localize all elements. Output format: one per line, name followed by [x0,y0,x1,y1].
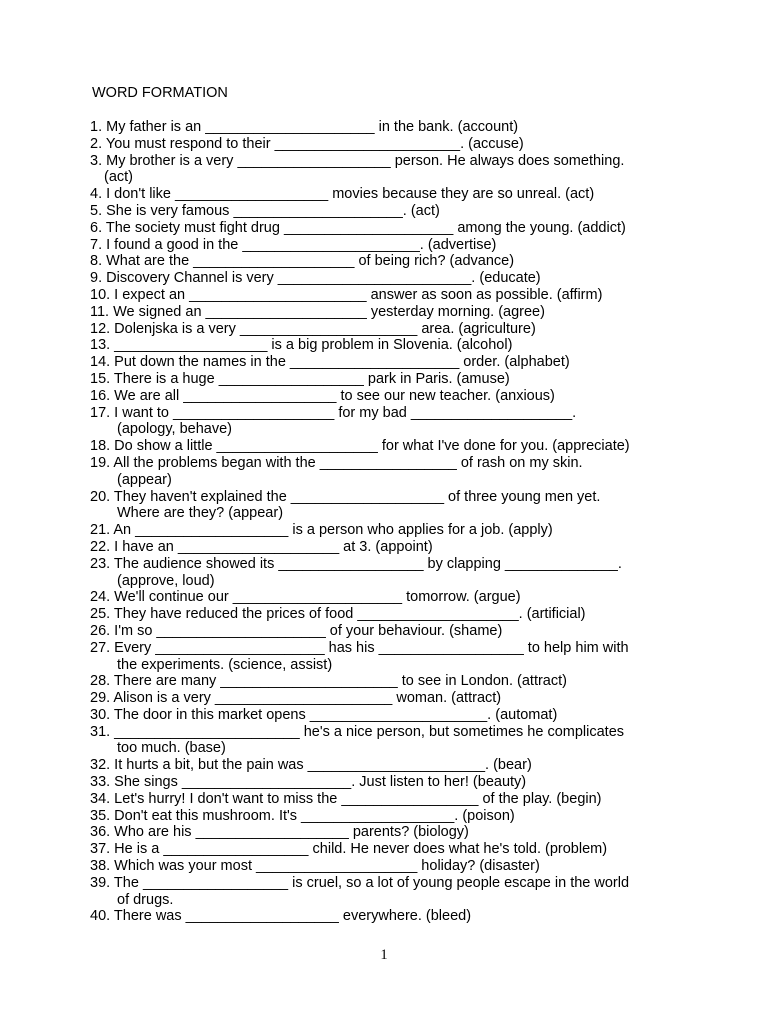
exercise-item [90,321,690,338]
exercise-sentence: 32. It hurts a bit, but the pain was ______________________. (bear) [90,757,532,774]
exercise-sentence: 5. She is very famous _____________________. (act) [90,202,440,219]
exercise-item [90,640,690,674]
exercise-sentence: 10. I expect an ______________________ answer as soon as possible. (affirm) [90,286,603,303]
exercise-item [90,791,690,808]
exercise-sentence: 18. Do show a little ____________________ for what I've done for you. (appreciate) [90,438,630,455]
document-title: WORD FORMATION [92,85,228,101]
exercise-item [90,203,690,220]
exercise-sentence: 3. My brother is a very ___________________ person. He always does something. [90,152,625,169]
exercise-item [90,556,690,590]
exercise-sentence: 26. I'm so _____________________ of your behaviour. (shame) [90,622,503,639]
exercise-sentence: 40. There was ___________________ everywhere. (bleed) [90,908,472,925]
exercise-sentence: 8. What are the ____________________ of being rich? (advance) [90,253,515,270]
exercise-sentence: 35. Don't eat this mushroom. It's ___________________. (poison) [90,807,515,824]
exercise-sentence: 12. Dolenjska is a very ______________________ area. (agriculture) [90,320,536,337]
exercise-item [90,606,690,623]
exercise-item [90,220,690,237]
exercise-sentence: 16. We are all ___________________ to see our new teacher. (anxious) [90,387,555,404]
exercise-item [90,824,690,841]
exercise-sentence: 29. Alison is a very ______________________ woman. (attract) [90,690,502,707]
exercise-sentence: 34. Let's hurry! I don't want to miss the _________________ of the play. (begin) [90,790,602,807]
exercise-sentence: 9. Discovery Channel is very ________________________. (educate) [90,270,541,287]
exercise-item [90,673,690,690]
exercise-item [90,724,690,758]
exercise-item [90,875,690,909]
exercise-item [90,287,690,304]
exercise-sentence: 22. I have an ____________________ at 3. (appoint) [90,538,433,555]
exercise-continuation: (approve, loud) [117,572,215,589]
exercise-item [90,539,690,556]
exercise-continuation: Where are they? (appear) [117,505,284,522]
exercise-item [90,237,690,254]
exercise-item [90,388,690,405]
exercise-sentence: 28. There are many ______________________ to see in London. (attract) [90,673,567,690]
exercise-item [90,438,690,455]
exercise-sentence: 25. They have reduced the prices of food ____________________. (artificial) [90,606,586,623]
exercise-item [90,623,690,640]
exercise-sentence: 38. Which was your most ____________________ holiday? (disaster) [90,858,540,875]
page-number: 1 [380,947,388,963]
exercise-sentence: 17. I want to ____________________ for my bad ____________________. [90,404,577,421]
exercise-sentence: 13. ___________________ is a big problem in Slovenia. (alcohol) [90,337,513,354]
exercise-item [90,153,690,187]
exercise-continuation: (appear) [117,471,172,488]
exercise-sentence: 24. We'll continue our _____________________ tomorrow. (argue) [90,589,521,606]
exercise-continuation: of drugs. [117,891,174,908]
exercise-item [90,774,690,791]
exercise-sentence: 37. He is a __________________ child. He never does what he's told. (problem) [90,841,608,858]
exercise-item [90,707,690,724]
exercise-sentence: 31. _______________________ he's a nice person, but sometimes he complicates [90,723,625,740]
exercise-item [90,522,690,539]
exercise-sentence: 39. The __________________ is cruel, so a lot of young people escape in the world [90,874,630,891]
exercise-sentence: 6. The society must fight drug _____________________ among the young. (addict) [90,219,626,236]
exercise-item [90,304,690,321]
exercise-continuation: the experiments. (science, assist) [117,656,333,673]
exercise-sentence: 2. You must respond to their _______________________. (accuse) [90,135,524,152]
exercise-item [90,455,690,489]
exercise-continuation: (apology, behave) [117,421,233,438]
exercise-item [90,136,690,153]
exercise-item [90,589,690,606]
exercise-item [90,908,690,925]
exercise-item [90,841,690,858]
exercise-item [90,371,690,388]
exercise-item [90,808,690,825]
exercise-list [90,119,690,925]
exercise-sentence: 1. My father is an _____________________ in the bank. (account) [90,119,519,135]
exercise-item [90,253,690,270]
exercise-item [90,690,690,707]
exercise-sentence: 36. Who are his ___________________ parents? (biology) [90,824,469,841]
exercise-sentence: 7. I found a good in the ______________________. (advertise) [90,236,497,253]
exercise-item [90,757,690,774]
exercise-item [90,119,690,136]
exercise-item [90,354,690,371]
exercise-item [90,337,690,354]
exercise-sentence: 14. Put down the names in the _____________________ order. (alphabet) [90,354,570,371]
exercise-item [90,270,690,287]
exercise-continuation: (act) [104,169,133,186]
exercise-sentence: 33. She sings _____________________. Just listen to her! (beauty) [90,774,527,791]
exercise-sentence: 15. There is a huge __________________ park in Paris. (amuse) [90,370,510,387]
exercise-sentence: 27. Every _____________________ has his __________________ to help him with [90,639,629,656]
exercise-sentence: 30. The door in this market opens ______________________. (automat) [90,706,558,723]
exercise-sentence: 4. I don't like ___________________ movies because they are so unreal. (act) [90,186,595,203]
exercise-sentence: 19. All the problems began with the _________________ of rash on my skin. [90,454,583,471]
exercise-item [90,186,690,203]
exercise-sentence: 21. An ___________________ is a person who applies for a job. (apply) [90,522,553,539]
exercise-sentence: 20. They haven't explained the ___________________ of three young men yet. [90,488,601,505]
exercise-item [90,858,690,875]
exercise-sentence: 11. We signed an ____________________ yesterday morning. (agree) [90,303,545,320]
exercise-continuation: too much. (base) [117,740,226,757]
exercise-item [90,489,690,523]
exercise-item [90,405,690,439]
exercise-sentence: 23. The audience showed its __________________ by clapping ______________. [90,555,622,572]
